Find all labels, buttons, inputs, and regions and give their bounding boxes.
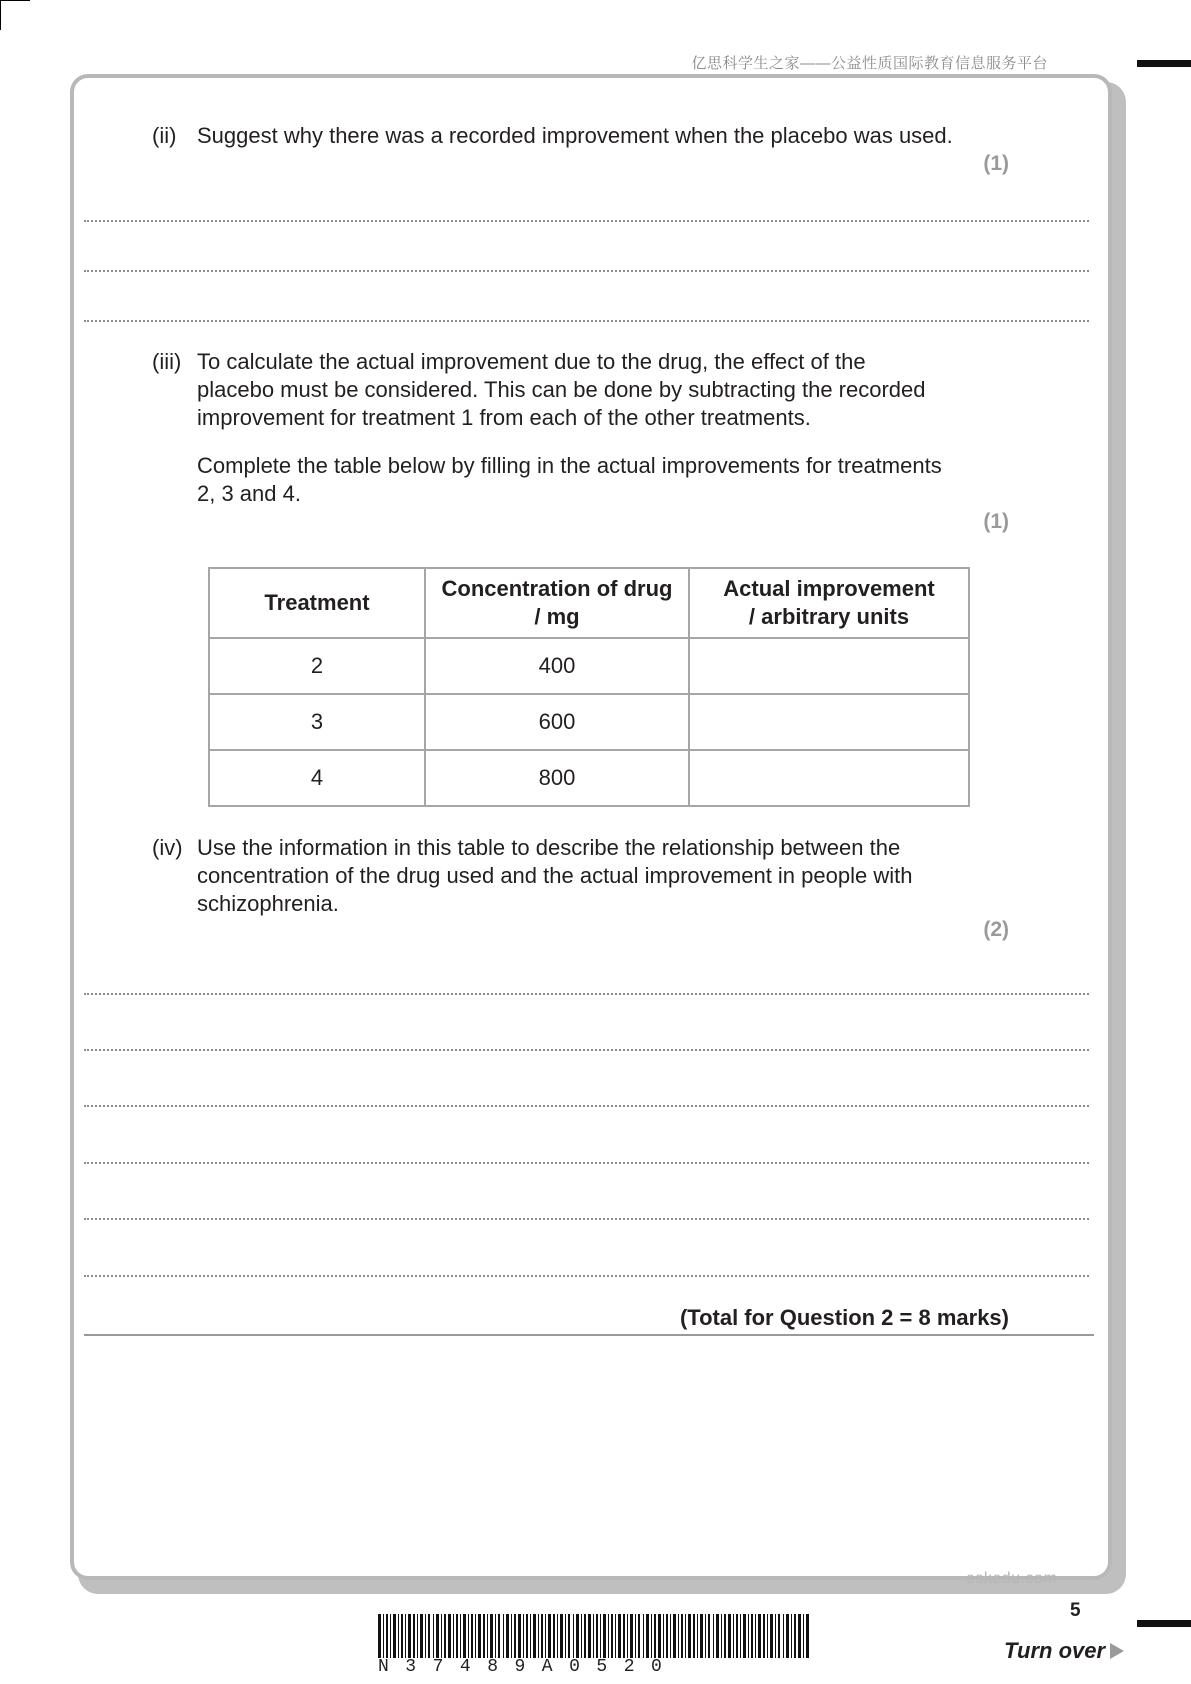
header-treatment-label: Treatment	[264, 590, 370, 615]
cell-treatment: 3	[209, 694, 425, 750]
answer-line[interactable]	[84, 993, 1089, 995]
question-ii-number: (ii)	[152, 123, 177, 148]
site-watermark: eskedu.com	[966, 1570, 1058, 1587]
barcode-number: N37489A0520	[378, 1657, 679, 1677]
question-iv-text-line: concentration of the drug used and the actual improvement in people with	[197, 863, 913, 888]
question-iii-text-line: To calculate the actual improvement due to the drug, the effect of the	[197, 349, 866, 374]
header-improvement-line1: Actual improvement	[723, 576, 935, 601]
page-number: 5	[1070, 1600, 1081, 1621]
question-iv-text-line: Use the information in this table to describe the relationship between the	[197, 835, 901, 860]
cell-concentration: 400	[425, 638, 689, 694]
question-iii-instruction-line: 2, 3 and 4.	[197, 481, 301, 506]
table-row	[209, 750, 969, 806]
answer-line[interactable]	[84, 1218, 1089, 1220]
cell-improvement-answer[interactable]	[689, 638, 969, 694]
question-ii-text: Suggest why there was a recorded improvement when the placebo was used.	[197, 123, 953, 148]
answer-line[interactable]	[84, 270, 1089, 272]
question-iv-text-line: schizophrenia.	[197, 891, 339, 916]
answer-frame	[70, 74, 1112, 1580]
answer-line[interactable]	[84, 1049, 1089, 1051]
question-iii-number: (iii)	[152, 349, 182, 374]
answer-line[interactable]	[84, 320, 1089, 322]
turn-over-arrow-icon	[1110, 1643, 1124, 1659]
header-concentration	[425, 568, 689, 638]
cell-treatment: 4	[209, 750, 425, 806]
question-iv-number: (iv)	[152, 835, 183, 860]
header-improvement-line2: / arbitrary units	[748, 604, 910, 629]
drug-concentration-table	[208, 567, 970, 807]
table-header-row	[209, 568, 969, 638]
question-total: (Total for Question 2 = 8 marks)	[679, 1305, 1009, 1330]
answer-line[interactable]	[84, 1105, 1089, 1107]
cell-improvement-answer[interactable]	[689, 694, 969, 750]
cell-treatment: 2	[209, 638, 425, 694]
header-concentration-line2: / mg	[534, 604, 580, 629]
header-concentration-line1: Concentration of drug	[441, 576, 673, 601]
question-iii-text-line: placebo must be considered. This can be done by subtracting the recorded	[197, 377, 926, 402]
cell-concentration: 800	[425, 750, 689, 806]
answer-line[interactable]	[84, 220, 1089, 222]
cell-improvement-answer[interactable]	[689, 750, 969, 806]
divider	[84, 1334, 1094, 1336]
crop-mark-horizontal	[0, 0, 30, 1]
question-iii-text-line: improvement for treatment 1 from each of the other treatments.	[197, 405, 811, 430]
answer-line[interactable]	[84, 1275, 1089, 1277]
question-iii-marks: (1)	[983, 510, 1009, 533]
answer-line[interactable]	[84, 1162, 1089, 1164]
table-row	[209, 638, 969, 694]
crop-mark-vertical	[0, 0, 1, 30]
barcode-icon	[378, 1614, 810, 1658]
header-treatment	[209, 568, 425, 638]
turn-over-label: Turn over	[1004, 1638, 1106, 1663]
header-watermark: 亿思科学生之家——公益性质国际教育信息服务平台	[691, 55, 1048, 72]
edge-registration-mark-top	[1137, 60, 1191, 67]
cell-concentration: 600	[425, 694, 689, 750]
question-iv-marks: (2)	[983, 918, 1009, 941]
table-row	[209, 694, 969, 750]
question-ii-marks: (1)	[983, 152, 1009, 175]
header-actual-improvement	[689, 568, 969, 638]
edge-registration-mark-bottom	[1137, 1620, 1191, 1627]
question-iii-instruction-line: Complete the table below by filling in the actual improvements for treatments	[197, 453, 942, 478]
